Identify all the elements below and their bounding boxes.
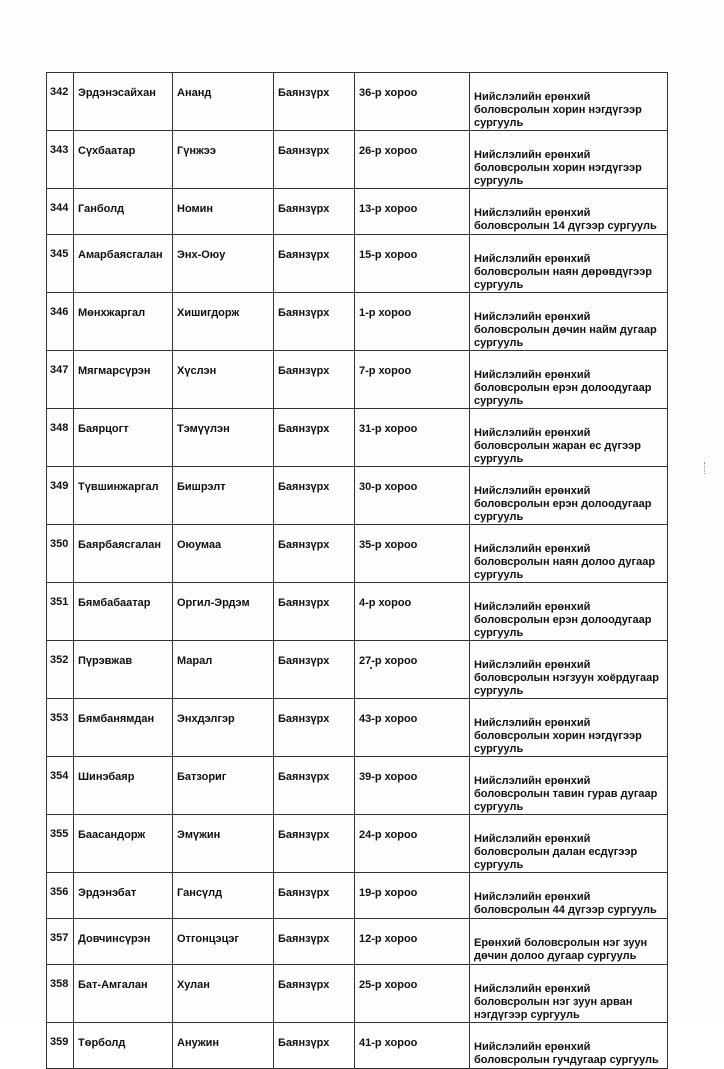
table-row bbox=[47, 583, 668, 641]
last-name: Амарбаясгалан bbox=[78, 249, 163, 261]
first-name-cell bbox=[173, 641, 274, 699]
khoroo: 27-р хороо bbox=[359, 655, 418, 667]
last-name: Эрдэнэбат bbox=[78, 887, 137, 899]
first-name-cell bbox=[173, 919, 274, 965]
row-number-cell bbox=[47, 583, 74, 641]
district-cell bbox=[274, 873, 355, 919]
last-name: Мягмарсүрэн bbox=[78, 365, 151, 377]
first-name: Отгонцэцэг bbox=[177, 933, 239, 945]
row-number-cell bbox=[47, 189, 74, 235]
row-number-cell bbox=[47, 235, 74, 293]
last-name-cell bbox=[74, 189, 173, 235]
khoroo-cell bbox=[355, 525, 470, 583]
school-cell bbox=[470, 815, 668, 873]
table-row bbox=[47, 815, 668, 873]
khoroo: 12-р хороо bbox=[359, 933, 418, 945]
table-row bbox=[47, 641, 668, 699]
district: Баянзүрх bbox=[278, 713, 330, 725]
district-cell bbox=[274, 641, 355, 699]
last-name-cell bbox=[74, 73, 173, 131]
table-row bbox=[47, 873, 668, 919]
last-name: Баярбаясгалан bbox=[78, 539, 162, 551]
first-name-cell bbox=[173, 1023, 274, 1069]
first-name-cell bbox=[173, 525, 274, 583]
first-name-cell bbox=[173, 965, 274, 1023]
last-name-cell bbox=[74, 1023, 173, 1069]
district-cell bbox=[274, 965, 355, 1023]
district: Баянзүрх bbox=[278, 887, 330, 899]
district: Баянзүрх bbox=[278, 597, 330, 609]
school: Нийслэлийн ерөнхий боловсролын наян дөрөвдүгээр сургууль bbox=[474, 253, 652, 291]
school-cell bbox=[470, 131, 668, 189]
school: Нийслэлийн ерөнхий боловсролын 44 дүгээр сургууль bbox=[474, 891, 657, 916]
khoroo: 4-р хороо bbox=[359, 597, 412, 609]
row-number: 354 bbox=[50, 770, 69, 782]
district: Баянзүрх bbox=[278, 481, 330, 493]
district-cell bbox=[274, 73, 355, 131]
first-name: Бишрэлт bbox=[177, 481, 226, 493]
school-cell bbox=[470, 873, 668, 919]
school-cell bbox=[470, 235, 668, 293]
khoroo: 7-р хороо bbox=[359, 365, 412, 377]
row-number-cell bbox=[47, 757, 74, 815]
khoroo-cell bbox=[355, 641, 470, 699]
last-name-cell bbox=[74, 873, 173, 919]
row-number: 355 bbox=[50, 828, 69, 840]
district-cell bbox=[274, 525, 355, 583]
district: Баянзүрх bbox=[278, 203, 330, 215]
last-name: Шинэбаяр bbox=[78, 771, 135, 783]
school-cell bbox=[470, 641, 668, 699]
table-row bbox=[47, 293, 668, 351]
row-number: 344 bbox=[50, 202, 69, 214]
khoroo-cell bbox=[355, 757, 470, 815]
last-name-cell bbox=[74, 409, 173, 467]
last-name: Пүрэвжав bbox=[78, 655, 133, 667]
row-number: 352 bbox=[50, 654, 69, 666]
scan-stray-dot bbox=[370, 667, 372, 669]
first-name-cell bbox=[173, 699, 274, 757]
school-cell bbox=[470, 467, 668, 525]
first-name-cell bbox=[173, 815, 274, 873]
scan-margin-mark bbox=[704, 462, 709, 474]
last-name: Довчинсүрэн bbox=[78, 933, 151, 945]
district-cell bbox=[274, 583, 355, 641]
district-cell bbox=[274, 131, 355, 189]
district-cell bbox=[274, 815, 355, 873]
last-name-cell bbox=[74, 235, 173, 293]
row-number: 358 bbox=[50, 978, 69, 990]
khoroo-cell bbox=[355, 189, 470, 235]
school: Нийслэлийн ерөнхий боловсролын ерэн долоодугаар сургууль bbox=[474, 369, 652, 407]
row-number: 351 bbox=[50, 596, 69, 608]
row-number-cell bbox=[47, 409, 74, 467]
roster-body bbox=[47, 73, 668, 1069]
row-number-cell bbox=[47, 815, 74, 873]
row-number: 359 bbox=[50, 1036, 69, 1048]
khoroo: 19-р хороо bbox=[359, 887, 418, 899]
row-number: 348 bbox=[50, 422, 69, 434]
first-name: Оргил-Эрдэм bbox=[177, 597, 250, 609]
last-name-cell bbox=[74, 641, 173, 699]
district: Баянзүрх bbox=[278, 771, 330, 783]
school: Нийслэлийн ерөнхий боловсролын хорин нэгдүгээр сургууль bbox=[474, 717, 642, 755]
first-name-cell bbox=[173, 873, 274, 919]
school: Нийслэлийн ерөнхий боловсролын далан есдүгээр сургууль bbox=[474, 833, 638, 871]
khoroo: 36-р хороо bbox=[359, 87, 418, 99]
row-number: 346 bbox=[50, 306, 69, 318]
table-row bbox=[47, 525, 668, 583]
table-row bbox=[47, 919, 668, 965]
district-cell bbox=[274, 293, 355, 351]
khoroo-cell bbox=[355, 351, 470, 409]
khoroo-cell bbox=[355, 815, 470, 873]
khoroo: 43-р хороо bbox=[359, 713, 418, 725]
table-row bbox=[47, 699, 668, 757]
first-name: Хулан bbox=[177, 979, 210, 991]
district: Баянзүрх bbox=[278, 423, 330, 435]
last-name-cell bbox=[74, 965, 173, 1023]
district-cell bbox=[274, 699, 355, 757]
first-name: Гансүлд bbox=[177, 887, 223, 899]
table-row bbox=[47, 409, 668, 467]
khoroo: 30-р хороо bbox=[359, 481, 418, 493]
row-number-cell bbox=[47, 919, 74, 965]
district-cell bbox=[274, 757, 355, 815]
khoroo: 1-р хороо bbox=[359, 307, 412, 319]
last-name-cell bbox=[74, 525, 173, 583]
first-name: Хишигдорж bbox=[177, 307, 240, 319]
row-number-cell bbox=[47, 1023, 74, 1069]
table-row bbox=[47, 73, 668, 131]
first-name-cell bbox=[173, 189, 274, 235]
first-name: Хүслэн bbox=[177, 365, 217, 377]
first-name-cell bbox=[173, 73, 274, 131]
school-cell bbox=[470, 409, 668, 467]
table-row bbox=[47, 467, 668, 525]
district-cell bbox=[274, 919, 355, 965]
row-number: 357 bbox=[50, 932, 69, 944]
last-name-cell bbox=[74, 351, 173, 409]
row-number-cell bbox=[47, 351, 74, 409]
school-cell bbox=[470, 919, 668, 965]
first-name: Ананд bbox=[177, 87, 212, 99]
first-name: Гүнжээ bbox=[177, 145, 216, 157]
first-name: Марал bbox=[177, 655, 213, 667]
table-row bbox=[47, 189, 668, 235]
khoroo: 25-р хороо bbox=[359, 979, 418, 991]
school-cell bbox=[470, 965, 668, 1023]
school: Нийслэлийн ерөнхий боловсролын 14 дүгээр сургууль bbox=[474, 207, 657, 232]
last-name: Мөнхжаргал bbox=[78, 307, 146, 319]
last-name-cell bbox=[74, 919, 173, 965]
last-name: Бямбанямдан bbox=[78, 713, 155, 725]
row-number-cell bbox=[47, 873, 74, 919]
last-name: Бямбабаатар bbox=[78, 597, 151, 609]
last-name-cell bbox=[74, 815, 173, 873]
last-name: Сүхбаатар bbox=[78, 145, 136, 157]
row-number-cell bbox=[47, 641, 74, 699]
last-name-cell bbox=[74, 757, 173, 815]
first-name-cell bbox=[173, 467, 274, 525]
school-cell bbox=[470, 73, 668, 131]
row-number: 349 bbox=[50, 480, 69, 492]
school-cell bbox=[470, 583, 668, 641]
roster-table bbox=[46, 72, 668, 1069]
last-name-cell bbox=[74, 131, 173, 189]
table-row bbox=[47, 351, 668, 409]
school-cell bbox=[470, 525, 668, 583]
last-name: Баярцогт bbox=[78, 423, 129, 435]
district: Баянзүрх bbox=[278, 145, 330, 157]
last-name: Бат-Амгалан bbox=[78, 979, 148, 991]
district: Баянзүрх bbox=[278, 979, 330, 991]
row-number-cell bbox=[47, 73, 74, 131]
khoroo: 31-р хороо bbox=[359, 423, 418, 435]
row-number: 345 bbox=[50, 248, 69, 260]
row-number-cell bbox=[47, 525, 74, 583]
khoroo-cell bbox=[355, 583, 470, 641]
school-cell bbox=[470, 699, 668, 757]
district-cell bbox=[274, 1023, 355, 1069]
district: Баянзүрх bbox=[278, 249, 330, 261]
school-cell bbox=[470, 351, 668, 409]
school: Нийслэлийн ерөнхий боловсролын ерэн долоодугаар сургууль bbox=[474, 485, 652, 523]
school-cell bbox=[470, 293, 668, 351]
table-row bbox=[47, 1023, 668, 1069]
khoroo-cell bbox=[355, 919, 470, 965]
district: Баянзүрх bbox=[278, 829, 330, 841]
school-cell bbox=[470, 189, 668, 235]
khoroo-cell bbox=[355, 131, 470, 189]
school: Нийслэлийн ерөнхий боловсролын дөчин найм дугаар сургууль bbox=[474, 311, 657, 349]
row-number: 342 bbox=[50, 86, 69, 98]
row-number-cell bbox=[47, 131, 74, 189]
district: Баянзүрх bbox=[278, 933, 330, 945]
first-name-cell bbox=[173, 351, 274, 409]
last-name-cell bbox=[74, 699, 173, 757]
khoroo-cell bbox=[355, 73, 470, 131]
last-name: Ганболд bbox=[78, 203, 125, 215]
last-name-cell bbox=[74, 583, 173, 641]
school: Ерөнхий боловсролын нэг зуун дөчин долоо дугаар сургууль bbox=[474, 937, 648, 962]
table-row bbox=[47, 965, 668, 1023]
school: Нийслэлийн ерөнхий боловсролын хорин нэгдүгээр сургууль bbox=[474, 149, 642, 187]
first-name: Эмүжин bbox=[177, 829, 221, 841]
first-name-cell bbox=[173, 235, 274, 293]
first-name: Оюумаа bbox=[177, 539, 222, 551]
row-number: 356 bbox=[50, 886, 69, 898]
district: Баянзүрх bbox=[278, 87, 330, 99]
row-number: 343 bbox=[50, 144, 69, 156]
first-name: Номин bbox=[177, 203, 214, 215]
last-name: Төрболд bbox=[78, 1037, 126, 1049]
khoroo-cell bbox=[355, 1023, 470, 1069]
school: Нийслэлийн ерөнхий боловсролын хорин нэгдүгээр сургууль bbox=[474, 91, 642, 129]
khoroo-cell bbox=[355, 965, 470, 1023]
first-name-cell bbox=[173, 757, 274, 815]
row-number-cell bbox=[47, 699, 74, 757]
district: Баянзүрх bbox=[278, 365, 330, 377]
last-name: Баасандорж bbox=[78, 829, 146, 841]
khoroo-cell bbox=[355, 467, 470, 525]
khoroo: 41-р хороо bbox=[359, 1037, 418, 1049]
table-row bbox=[47, 757, 668, 815]
school: Нийслэлийн ерөнхий боловсролын гучдугаар сургууль bbox=[474, 1041, 659, 1066]
row-number-cell bbox=[47, 467, 74, 525]
khoroo-cell bbox=[355, 699, 470, 757]
first-name-cell bbox=[173, 293, 274, 351]
school-cell bbox=[470, 757, 668, 815]
first-name: Энх-Оюу bbox=[177, 249, 226, 261]
khoroo-cell bbox=[355, 873, 470, 919]
khoroo-cell bbox=[355, 293, 470, 351]
district-cell bbox=[274, 235, 355, 293]
table-row bbox=[47, 235, 668, 293]
khoroo-cell bbox=[355, 409, 470, 467]
first-name-cell bbox=[173, 409, 274, 467]
khoroo: 15-р хороо bbox=[359, 249, 418, 261]
last-name-cell bbox=[74, 293, 173, 351]
first-name: Энхдэлгэр bbox=[177, 713, 235, 725]
khoroo: 35-р хороо bbox=[359, 539, 418, 551]
school: Нийслэлийн ерөнхий боловсролын наян долоо дугаар сургууль bbox=[474, 543, 656, 581]
last-name: Эрдэнэсайхан bbox=[78, 87, 156, 99]
school: Нийслэлийн ерөнхий боловсролын жаран ес дүгээр сургууль bbox=[474, 427, 641, 465]
row-number: 353 bbox=[50, 712, 69, 724]
school: Нийслэлийн ерөнхий боловсролын ерэн долоодугаар сургууль bbox=[474, 601, 652, 639]
khoroo: 26-р хороо bbox=[359, 145, 418, 157]
khoroo: 13-р хороо bbox=[359, 203, 418, 215]
row-number-cell bbox=[47, 965, 74, 1023]
district: Баянзүрх bbox=[278, 1037, 330, 1049]
district-cell bbox=[274, 409, 355, 467]
first-name: Тэмүүлэн bbox=[177, 423, 230, 435]
school: Нийслэлийн ерөнхий боловсролын нэгзуун хоёрдугаар сургууль bbox=[474, 659, 659, 697]
row-number-cell bbox=[47, 293, 74, 351]
first-name-cell bbox=[173, 583, 274, 641]
first-name: Анужин bbox=[177, 1037, 220, 1049]
district: Баянзүрх bbox=[278, 307, 330, 319]
last-name-cell bbox=[74, 467, 173, 525]
district: Баянзүрх bbox=[278, 655, 330, 667]
khoroo: 24-р хороо bbox=[359, 829, 418, 841]
first-name: Батзориг bbox=[177, 771, 227, 783]
district: Баянзүрх bbox=[278, 539, 330, 551]
first-name-cell bbox=[173, 131, 274, 189]
khoroo: 39-р хороо bbox=[359, 771, 418, 783]
school: Нийслэлийн ерөнхий боловсролын нэг зуун арван нэгдүгээр сургууль bbox=[474, 983, 633, 1021]
district-cell bbox=[274, 189, 355, 235]
table-row bbox=[47, 131, 668, 189]
row-number: 350 bbox=[50, 538, 69, 550]
school: Нийслэлийн ерөнхий боловсролын тавин гурав дугаар сургууль bbox=[474, 775, 658, 813]
row-number: 347 bbox=[50, 364, 69, 376]
district-cell bbox=[274, 351, 355, 409]
last-name: Түвшинжаргал bbox=[78, 481, 159, 493]
district-cell bbox=[274, 467, 355, 525]
school-cell bbox=[470, 1023, 668, 1069]
khoroo-cell bbox=[355, 235, 470, 293]
